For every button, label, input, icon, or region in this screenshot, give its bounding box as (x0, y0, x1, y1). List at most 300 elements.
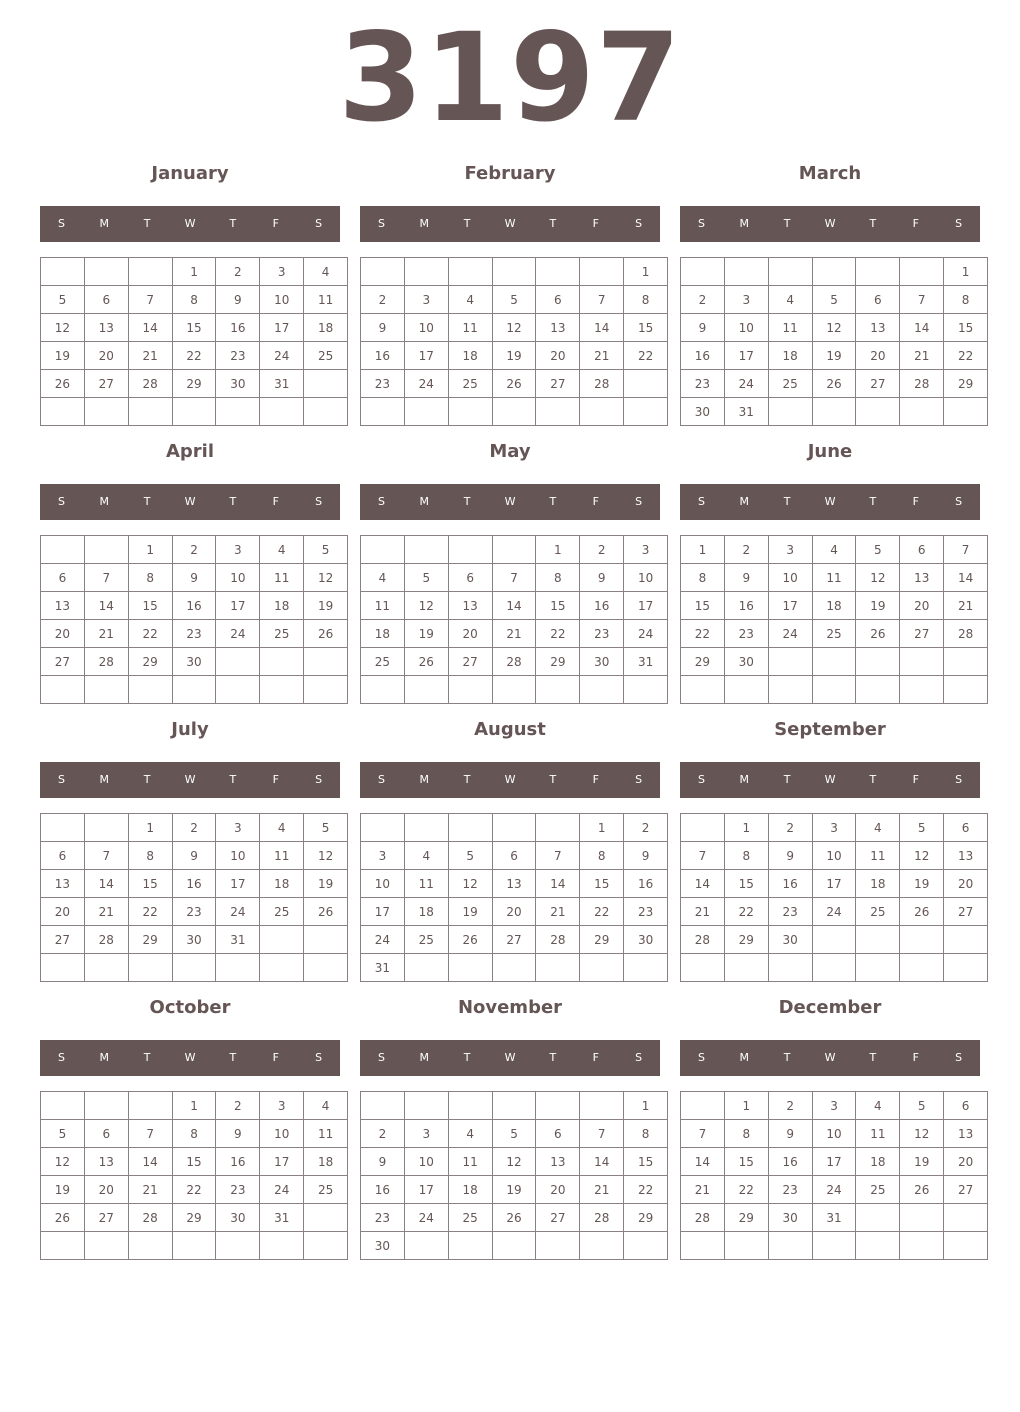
day-cell (304, 926, 348, 954)
week-row (681, 1120, 988, 1148)
day-cell: 8 (724, 1120, 768, 1148)
day-cell: 21 (900, 342, 944, 370)
day-cell (856, 954, 900, 982)
day-cell: 23 (216, 1176, 260, 1204)
weekday-header (680, 484, 980, 520)
day-cell (681, 1092, 725, 1120)
day-cell: 20 (84, 1176, 128, 1204)
day-cell: 29 (128, 648, 172, 676)
day-cell (812, 1232, 856, 1260)
weekday-header (360, 484, 660, 520)
day-cell (900, 258, 944, 286)
day-cell: 5 (41, 286, 85, 314)
day-cell (768, 1232, 812, 1260)
weekday-label: S (955, 1051, 963, 1064)
week-row (41, 926, 348, 954)
day-cell: 5 (404, 564, 448, 592)
day-cell: 14 (681, 1148, 725, 1176)
day-cell (448, 536, 492, 564)
day-cell (900, 648, 944, 676)
day-cell: 3 (812, 1092, 856, 1120)
day-cell: 11 (304, 286, 348, 314)
day-cell (41, 1092, 85, 1120)
day-cell: 23 (361, 370, 405, 398)
day-cell (856, 648, 900, 676)
day-cell: 6 (41, 842, 85, 870)
day-cell: 11 (260, 564, 304, 592)
weekday-label: S (635, 1051, 643, 1064)
day-cell: 16 (624, 870, 668, 898)
weekday-label: F (272, 773, 279, 786)
day-cell (724, 1232, 768, 1260)
day-cell: 4 (304, 1092, 348, 1120)
weekday-header (40, 762, 340, 798)
day-cell: 30 (768, 1204, 812, 1232)
day-cell (260, 1232, 304, 1260)
day-cell: 2 (624, 814, 668, 842)
weekday-label: S (315, 773, 323, 786)
day-cell: 28 (84, 648, 128, 676)
week-row (681, 258, 988, 286)
week-row (361, 926, 668, 954)
day-cell: 12 (900, 842, 944, 870)
day-cell: 10 (260, 286, 304, 314)
day-cell: 22 (944, 342, 988, 370)
weekday-label: S (377, 1051, 385, 1064)
day-cell: 28 (580, 1204, 624, 1232)
day-cell (84, 954, 128, 982)
day-cell (944, 648, 988, 676)
weekday-label: T (783, 773, 791, 786)
day-cell: 11 (304, 1120, 348, 1148)
day-cell: 28 (128, 1204, 172, 1232)
day-cell: 14 (128, 314, 172, 342)
weekday-label: F (912, 217, 919, 230)
week-row (41, 286, 348, 314)
day-cell: 30 (172, 648, 216, 676)
day-cell (944, 676, 988, 704)
day-cell (128, 258, 172, 286)
day-cell: 7 (536, 842, 580, 870)
day-cell: 15 (580, 870, 624, 898)
day-cell: 23 (724, 620, 768, 648)
day-cell: 12 (41, 1148, 85, 1176)
week-row (681, 648, 988, 676)
day-cell (492, 1232, 536, 1260)
day-cell: 8 (536, 564, 580, 592)
weekday-label: M (99, 1051, 110, 1064)
day-cell: 11 (856, 1120, 900, 1148)
week-row (681, 898, 988, 926)
day-cell: 4 (448, 286, 492, 314)
day-cell: 17 (724, 342, 768, 370)
day-cell: 1 (128, 814, 172, 842)
day-cell: 13 (41, 592, 85, 620)
day-cell (41, 1232, 85, 1260)
day-cell: 2 (216, 1092, 260, 1120)
day-cell (856, 1204, 900, 1232)
day-cell (768, 676, 812, 704)
day-cell (304, 1204, 348, 1232)
day-cell: 13 (492, 870, 536, 898)
day-cell: 29 (724, 926, 768, 954)
day-cell: 7 (580, 286, 624, 314)
week-row (41, 258, 348, 286)
day-cell: 1 (172, 258, 216, 286)
day-cell: 13 (448, 592, 492, 620)
day-grid (360, 813, 668, 982)
weekday-header (40, 484, 340, 520)
weekday-label: S (315, 495, 323, 508)
day-cell: 3 (404, 286, 448, 314)
day-cell: 7 (944, 536, 988, 564)
day-cell: 10 (812, 1120, 856, 1148)
month-name: September (774, 719, 886, 740)
day-cell: 23 (624, 898, 668, 926)
day-cell (724, 258, 768, 286)
day-grid (680, 1091, 988, 1260)
day-cell: 27 (492, 926, 536, 954)
week-row (41, 1120, 348, 1148)
day-cell: 6 (536, 286, 580, 314)
day-cell: 6 (944, 1092, 988, 1120)
week-row (681, 620, 988, 648)
day-cell: 12 (900, 1120, 944, 1148)
week-row (361, 1232, 668, 1260)
weekday-label: M (739, 773, 750, 786)
day-cell: 22 (624, 1176, 668, 1204)
week-row (41, 898, 348, 926)
day-cell: 24 (812, 898, 856, 926)
day-cell: 21 (84, 898, 128, 926)
weekday-label: T (549, 217, 557, 230)
day-cell: 24 (812, 1176, 856, 1204)
weekday-header (40, 206, 340, 242)
day-cell: 16 (172, 592, 216, 620)
day-cell: 1 (624, 1092, 668, 1120)
day-cell: 17 (361, 898, 405, 926)
day-cell: 22 (128, 620, 172, 648)
day-cell: 6 (900, 536, 944, 564)
day-cell: 25 (260, 620, 304, 648)
day-cell: 6 (84, 286, 128, 314)
day-cell: 7 (681, 1120, 725, 1148)
day-cell (768, 398, 812, 426)
day-cell (944, 398, 988, 426)
day-cell: 17 (260, 1148, 304, 1176)
weekday-label: W (504, 495, 516, 508)
day-cell: 17 (404, 342, 448, 370)
weekday-label: M (739, 495, 750, 508)
day-cell (361, 536, 405, 564)
week-row (681, 1204, 988, 1232)
day-cell: 4 (448, 1120, 492, 1148)
day-cell: 2 (361, 1120, 405, 1148)
day-cell (944, 954, 988, 982)
day-cell: 9 (361, 314, 405, 342)
day-cell (812, 926, 856, 954)
day-cell: 21 (492, 620, 536, 648)
day-cell: 7 (492, 564, 536, 592)
day-cell (41, 398, 85, 426)
day-cell: 13 (944, 1120, 988, 1148)
day-cell (361, 1092, 405, 1120)
day-cell (944, 926, 988, 954)
day-cell: 17 (768, 592, 812, 620)
week-row (681, 1092, 988, 1120)
day-cell: 21 (128, 1176, 172, 1204)
month-name: December (778, 997, 882, 1018)
day-cell: 2 (768, 1092, 812, 1120)
day-cell: 26 (41, 1204, 85, 1232)
day-cell: 8 (624, 1120, 668, 1148)
day-cell: 1 (624, 258, 668, 286)
day-cell: 20 (41, 620, 85, 648)
day-cell (856, 398, 900, 426)
day-cell: 3 (216, 536, 260, 564)
week-row (361, 258, 668, 286)
week-row (681, 814, 988, 842)
weekday-header (360, 1040, 660, 1076)
weekday-label: T (143, 217, 151, 230)
day-cell (900, 1232, 944, 1260)
day-cell: 29 (580, 926, 624, 954)
day-cell (624, 1232, 668, 1260)
day-cell: 8 (681, 564, 725, 592)
day-cell: 19 (900, 1148, 944, 1176)
day-cell: 28 (944, 620, 988, 648)
day-cell (724, 676, 768, 704)
week-row (41, 592, 348, 620)
day-cell: 2 (172, 536, 216, 564)
month-name: October (149, 997, 231, 1018)
day-cell: 21 (580, 342, 624, 370)
weekday-label: S (57, 1051, 65, 1064)
day-cell (492, 398, 536, 426)
day-cell: 21 (681, 898, 725, 926)
day-cell (216, 954, 260, 982)
day-cell: 18 (304, 1148, 348, 1176)
day-cell: 24 (260, 1176, 304, 1204)
day-cell: 15 (624, 314, 668, 342)
day-cell: 30 (361, 1232, 405, 1260)
weekday-label: S (315, 1051, 323, 1064)
day-cell: 30 (624, 926, 668, 954)
day-cell: 5 (492, 286, 536, 314)
weekday-header (680, 762, 980, 798)
week-row (361, 370, 668, 398)
day-cell: 25 (304, 1176, 348, 1204)
day-cell (172, 1232, 216, 1260)
day-cell: 18 (260, 870, 304, 898)
day-cell: 18 (260, 592, 304, 620)
day-cell (260, 676, 304, 704)
day-cell: 19 (404, 620, 448, 648)
day-cell: 30 (768, 926, 812, 954)
weekday-label: W (184, 773, 196, 786)
day-cell: 6 (944, 814, 988, 842)
week-row (41, 564, 348, 592)
day-cell: 27 (944, 898, 988, 926)
day-cell (812, 648, 856, 676)
weekday-label: M (99, 495, 110, 508)
day-cell: 23 (172, 898, 216, 926)
day-cell (41, 814, 85, 842)
day-cell: 1 (128, 536, 172, 564)
day-cell (216, 398, 260, 426)
day-cell (260, 926, 304, 954)
day-cell: 4 (856, 1092, 900, 1120)
day-cell: 8 (128, 564, 172, 592)
day-cell: 26 (900, 898, 944, 926)
day-cell: 10 (724, 314, 768, 342)
day-cell: 19 (900, 870, 944, 898)
week-row (41, 1204, 348, 1232)
day-cell: 17 (624, 592, 668, 620)
day-cell: 18 (768, 342, 812, 370)
weekday-label: T (549, 495, 557, 508)
day-cell (536, 954, 580, 982)
day-cell: 20 (944, 870, 988, 898)
day-cell: 15 (172, 314, 216, 342)
day-cell (304, 370, 348, 398)
weekday-label: F (272, 495, 279, 508)
day-cell (448, 258, 492, 286)
day-cell: 22 (724, 898, 768, 926)
day-cell: 12 (404, 592, 448, 620)
day-cell: 25 (448, 1204, 492, 1232)
day-cell: 28 (681, 1204, 725, 1232)
day-cell: 24 (260, 342, 304, 370)
day-cell (944, 1204, 988, 1232)
weekday-label: T (783, 495, 791, 508)
week-row (361, 398, 668, 426)
day-cell (404, 398, 448, 426)
weekday-label: T (229, 1051, 237, 1064)
day-cell: 9 (216, 286, 260, 314)
day-cell: 28 (128, 370, 172, 398)
day-cell: 19 (448, 898, 492, 926)
day-cell: 2 (216, 258, 260, 286)
day-cell (580, 1232, 624, 1260)
day-cell (624, 954, 668, 982)
day-cell: 28 (84, 926, 128, 954)
day-cell (172, 954, 216, 982)
week-row (41, 954, 348, 982)
day-cell: 23 (580, 620, 624, 648)
weekday-label: S (57, 495, 65, 508)
day-cell: 22 (580, 898, 624, 926)
day-cell: 26 (856, 620, 900, 648)
day-cell: 24 (216, 898, 260, 926)
day-cell: 1 (724, 1092, 768, 1120)
week-row (681, 592, 988, 620)
day-cell: 13 (536, 314, 580, 342)
day-cell: 13 (41, 870, 85, 898)
weekday-label: F (592, 495, 599, 508)
day-cell (304, 398, 348, 426)
day-cell: 3 (260, 1092, 304, 1120)
week-row (681, 564, 988, 592)
day-cell (404, 814, 448, 842)
day-cell: 11 (768, 314, 812, 342)
day-cell (900, 676, 944, 704)
day-cell (900, 926, 944, 954)
week-row (41, 814, 348, 842)
day-grid (680, 535, 988, 704)
week-row (681, 370, 988, 398)
day-cell (41, 676, 85, 704)
day-cell (536, 1232, 580, 1260)
day-cell: 9 (580, 564, 624, 592)
day-cell (448, 954, 492, 982)
day-cell (536, 1092, 580, 1120)
weekday-label: S (635, 495, 643, 508)
day-grid (40, 813, 348, 982)
day-cell: 22 (172, 342, 216, 370)
weekday-label: W (504, 1051, 516, 1064)
day-cell: 22 (536, 620, 580, 648)
week-row (681, 870, 988, 898)
day-cell: 27 (856, 370, 900, 398)
week-row (41, 620, 348, 648)
day-cell: 20 (448, 620, 492, 648)
weekday-label: W (184, 495, 196, 508)
day-cell: 13 (84, 314, 128, 342)
day-cell: 24 (404, 370, 448, 398)
day-cell: 3 (812, 814, 856, 842)
day-cell (84, 814, 128, 842)
day-cell: 19 (41, 1176, 85, 1204)
day-cell: 12 (304, 564, 348, 592)
day-cell (768, 258, 812, 286)
day-cell: 18 (856, 870, 900, 898)
weekday-label: T (229, 217, 237, 230)
week-row (361, 314, 668, 342)
day-cell: 17 (812, 870, 856, 898)
day-cell: 20 (492, 898, 536, 926)
day-cell (812, 258, 856, 286)
week-row (361, 1092, 668, 1120)
day-cell: 15 (128, 870, 172, 898)
day-cell (128, 1092, 172, 1120)
weekday-label: S (377, 495, 385, 508)
day-cell: 19 (492, 342, 536, 370)
day-cell (768, 954, 812, 982)
day-cell: 11 (812, 564, 856, 592)
weekday-label: T (463, 495, 471, 508)
day-cell: 21 (580, 1176, 624, 1204)
day-cell: 26 (492, 370, 536, 398)
day-cell: 11 (260, 842, 304, 870)
week-row (681, 536, 988, 564)
day-cell: 4 (856, 814, 900, 842)
day-cell: 26 (304, 620, 348, 648)
day-cell: 9 (768, 1120, 812, 1148)
day-grid (680, 257, 988, 426)
day-cell: 13 (536, 1148, 580, 1176)
day-cell: 2 (681, 286, 725, 314)
weekday-label: W (184, 1051, 196, 1064)
day-cell: 31 (260, 1204, 304, 1232)
weekday-label: W (824, 1051, 836, 1064)
day-cell (404, 676, 448, 704)
day-cell: 8 (944, 286, 988, 314)
day-cell: 5 (900, 1092, 944, 1120)
day-cell: 2 (724, 536, 768, 564)
weekday-label: S (697, 1051, 705, 1064)
week-row (361, 1148, 668, 1176)
